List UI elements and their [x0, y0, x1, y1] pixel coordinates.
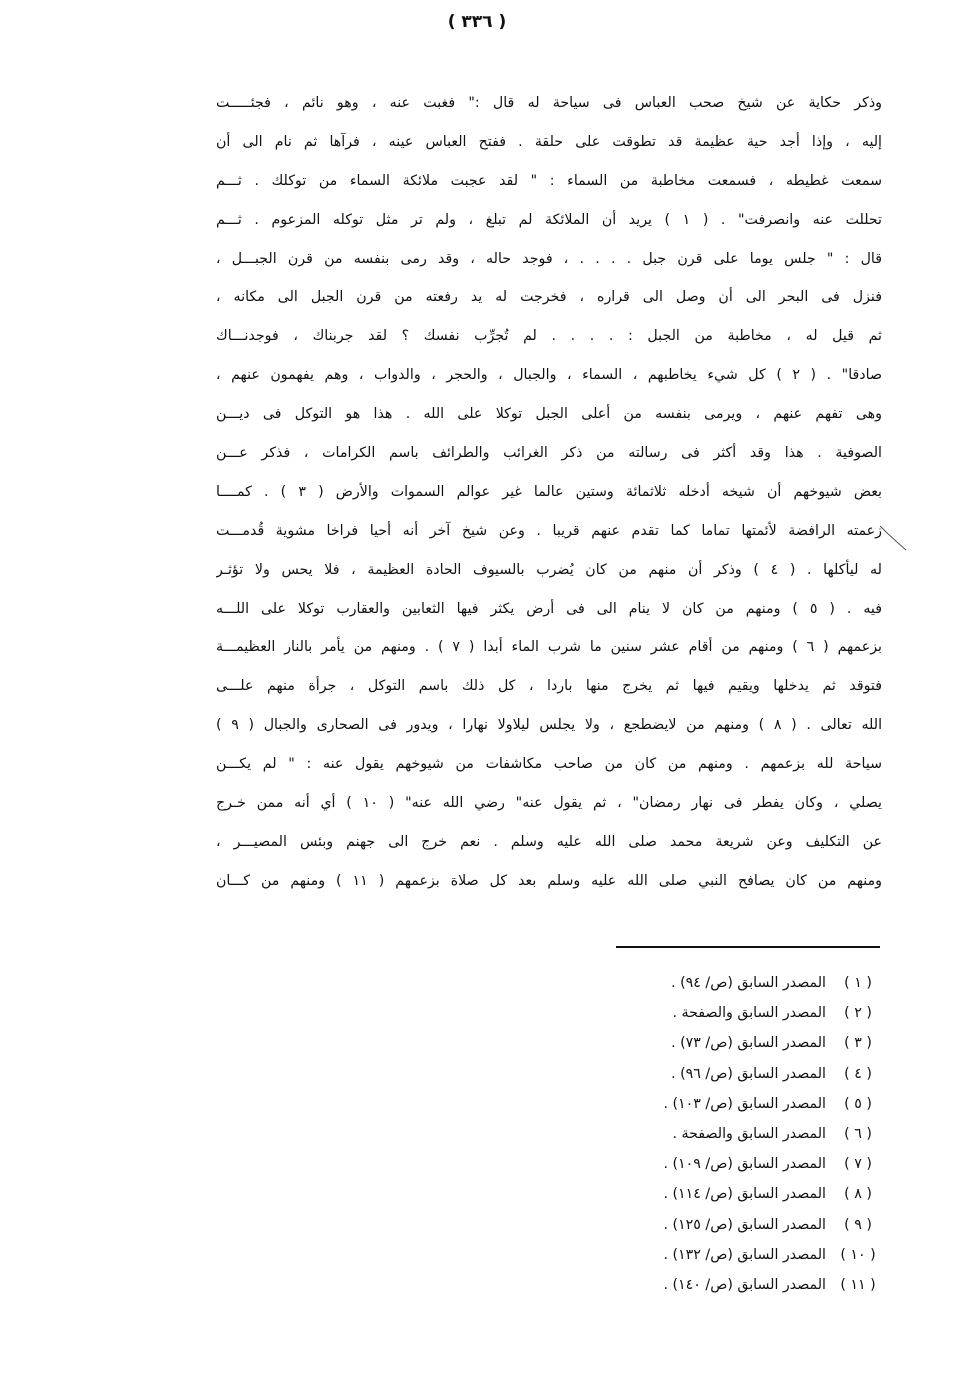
text-line: زعمته الرافضة لأئمتها تماما كما تقدم عنهم قريبا . وعن شيخ آخر أنه أحيا فراخا مشوية قُدمـــت — [216, 522, 882, 539]
text-line: الصوفية . هذا وقد أكثر فى رسالته من ذكر الغرائب والطرائف باسم الكرامات ، فذكر عـــن — [216, 445, 882, 462]
text-line: له ليأكلها . ( ٤ ) وذكر أن منهم من كان يُضرب بالسيوف الحادة العظيمة ، فلا يحس ولا تؤثـر — [216, 561, 882, 578]
page-number: ( ٣٣٦ ) — [447, 12, 507, 32]
footnote-number: ( ٤ ) — [844, 1065, 872, 1082]
footnote-item — [560, 1119, 880, 1149]
footnote-text: المصدر السابق (ص/ ١١٤) . — [663, 1186, 826, 1203]
footnote-text: المصدر السابق (ص/ ١٣٢) . — [663, 1246, 826, 1263]
footnote-item — [560, 1210, 880, 1240]
footnote-item — [560, 998, 880, 1028]
footnote-number: ( ٥ ) — [844, 1095, 872, 1112]
footnote-item — [560, 1240, 880, 1270]
footnote-text: المصدر السابق (ص/ ٧٣) . — [671, 1035, 826, 1052]
text-line: بعض شيوخهم أن شيخه أدخله ثلاثمائة وستين عالما غير عوالم السموات والأرض ( ٣ ) . كمــــا — [216, 483, 882, 500]
footnote-item — [560, 1059, 880, 1089]
footnote-number: ( ٢ ) — [844, 1005, 872, 1022]
margin-bracket-mark — [878, 524, 908, 554]
footnote-number: ( ١ ) — [844, 975, 872, 991]
body-text — [216, 84, 882, 901]
footnote-item — [560, 1149, 880, 1179]
footnote-divider — [616, 946, 880, 948]
footnote-item — [560, 1179, 880, 1209]
footnote-text: المصدر السابق (ص/ ٩٦) . — [671, 1065, 826, 1082]
footnote-number: ( ١١ ) — [840, 1276, 876, 1293]
text-line: وذكر حكاية عن شيخ صحب العباس فى سياحة له قال :" فغبت عنه ، وهو نائم ، فجئـــــت — [216, 95, 882, 111]
text-line: الله تعالى . ( ٨ ) ومنهم من لايضطجع ، ولا يجلس ليلاولا نهارا ، ويدور فى الصحارى والجبال ( ٩ ) — [216, 717, 882, 734]
text-line: فتوقد ثم يدخلها ويقيم فيها ثم يخرج منها باردا ، كل ذلك باسم التوكل ، جرأة منهم علـــى — [216, 678, 882, 695]
text-line: بزعمهم ( ٦ ) ومنهم من أقام عشر سنين ما شرب الماء أبدا ( ٧ ) . ومنهم من يأمر بالنار العظيمـــة — [216, 639, 882, 656]
footnote-number: ( ١٠ ) — [840, 1246, 876, 1263]
text-line: ومنهم من كان يصافح النبي صلى الله عليه وسلم بعد كل صلاة بزعمهم ( ١١ ) ومنهم من كـــان — [216, 872, 882, 889]
footnote-number: ( ٩ ) — [844, 1216, 872, 1233]
footnote-number: ( ٦ ) — [844, 1125, 872, 1142]
footnote-text: المصدر السابق (ص/ ٩٤) . — [671, 975, 826, 991]
footnote-text: المصدر السابق (ص/ ١٠٣) . — [663, 1095, 826, 1112]
text-line: صادقا" . ( ٢ ) كل شيء يخاطبهم ، السماء ، والجبال ، والحجر ، والدواب ، وهم يفهمون عنهم ، — [216, 367, 882, 384]
text-line: فنزل فى البحر الى أن وصل الى قراره ، فخرجت له يد رفعته من قرن الجبل الى مكانه ، — [216, 289, 882, 306]
footnote-number: ( ٨ ) — [844, 1186, 872, 1203]
footnote-number: ( ٣ ) — [844, 1035, 872, 1052]
text-line: وهى تفهم عنهم ، ويرمى بنفسه من أعلى الجبل توكلا على الله . هذا هو التوكل فى ديـــن — [216, 406, 882, 423]
footnote-item — [560, 1270, 880, 1300]
footnote-text: المصدر السابق والصفحة . — [672, 1125, 826, 1142]
text-line: إليه ، وإذا أجد حية عظيمة قد تطوقت على حلقة . ففتح العباس عينه ، فرآها ثم نام الى أن — [216, 133, 882, 150]
footnote-number: ( ٧ ) — [844, 1156, 872, 1173]
footnote-text: المصدر السابق والصفحة . — [672, 1005, 826, 1022]
text-line: ثم قيل له ، مخاطبة من الجبل : . . . . لم تُجرِّب نفسك ؟ لقد جربناك ، فوجدنـــاك — [216, 328, 882, 345]
footnote-item — [560, 1089, 880, 1119]
footnote-text: المصدر السابق (ص/ ١٤٠) . — [663, 1276, 826, 1293]
footnote-item — [560, 1028, 880, 1058]
text-line: عن التكليف وعن شريعة محمد صلى الله عليه وسلم . نعم خرج الى جهنم وبئس المصيـــر ، — [216, 833, 882, 850]
text-line: سمعت غطيطه ، فسمعت مخاطبة من السماء : " لقد عجبت ملائكة السماء من توكلك . ثـــم — [216, 172, 882, 189]
text-line: تحللت عنه وانصرفت" . ( ١ ) يريد أن الملائكة لم تبلغ ، ولم تر مثل توكله المزعوم . ثـــم — [216, 211, 882, 228]
footnote-item — [560, 968, 880, 998]
text-line: قال : " جلس يوما على قرن جبل . . . . ، فوجد حاله ، وقد رمى بنفسه من قرن الجبـــل ، — [216, 250, 882, 267]
footnotes — [560, 968, 880, 1300]
footnote-text: المصدر السابق (ص/ ١٢٥) . — [663, 1216, 826, 1233]
text-line: فيه . ( ٥ ) ومنهم من كان لا ينام الى فى أرض يكثر فيها الثعابين والعقارب توكلا على اللـــه — [216, 600, 882, 617]
footnote-text: المصدر السابق (ص/ ١٠٩) . — [663, 1156, 826, 1173]
text-line: يصلي ، وكان يفطر فى نهار رمضان" ، ثم يقول عنه" رضي الله عنه" ( ١٠ ) أي أنه ممن خـرج — [216, 795, 882, 812]
text-line: سياحة لله بزعمهم . ومنهم من كان من صاحب مكاشفات من شيوخهم يقول عنه : " لم يكـــن — [216, 756, 882, 773]
